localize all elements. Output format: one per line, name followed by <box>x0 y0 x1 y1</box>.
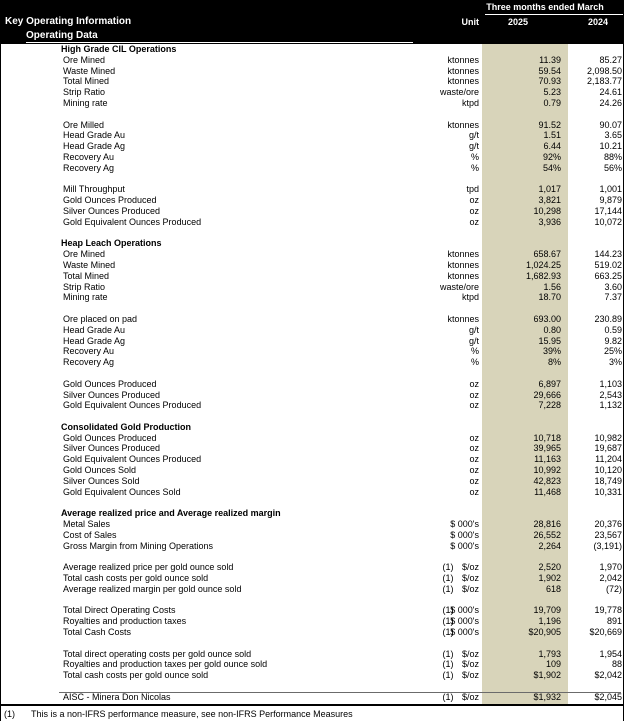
row-unit: ktonnes <box>447 270 479 281</box>
period-underline <box>485 14 623 15</box>
unit-column-header: Unit <box>461 17 479 27</box>
row-unit: oz <box>469 400 479 411</box>
value-2024: 19,778 <box>594 605 622 616</box>
table-row <box>1 659 623 670</box>
value-2025: 6,897 <box>538 378 561 389</box>
row-label: Total Mined <box>63 76 110 87</box>
spacer-row <box>1 174 623 185</box>
row-unit: oz <box>469 378 479 389</box>
table-row <box>1 292 623 303</box>
table-row <box>1 130 623 141</box>
value-2024: 230.89 <box>594 313 622 324</box>
value-2025: 11,468 <box>534 486 561 497</box>
value-2025: 2,520 <box>538 562 561 573</box>
value-2025: 1,024.25 <box>525 259 561 270</box>
footnote-ref: (1) <box>442 691 454 702</box>
row-unit: oz <box>469 465 479 476</box>
table-body <box>1 44 623 704</box>
value-2024: 2,042 <box>599 573 622 584</box>
value-2024: 0.59 <box>604 324 622 335</box>
row-label: Royalties and production taxes per gold ounce sold <box>63 659 268 670</box>
footnote-bar <box>1 704 623 721</box>
value-2025: 18.70 <box>538 292 561 303</box>
value-2024: 1,103 <box>599 378 622 389</box>
value-2024: 24.61 <box>599 87 622 98</box>
value-2025: 1.51 <box>543 130 561 141</box>
table-row <box>1 195 623 206</box>
value-2024: 18,749 <box>594 475 622 486</box>
table-row <box>1 487 623 498</box>
row-unit: g/t <box>468 335 479 346</box>
row-unit: ktonnes <box>447 313 479 324</box>
spacer-row <box>1 497 623 508</box>
value-2024: 7.37 <box>604 292 622 303</box>
value-2024: 1,001 <box>599 184 622 195</box>
value-2024: 25% <box>603 346 622 357</box>
row-unit: ktpd <box>461 97 479 108</box>
value-2025: 54% <box>542 162 561 173</box>
value-2024: 11,204 <box>595 454 622 465</box>
row-unit: $/oz <box>461 659 479 670</box>
spacer-row <box>1 551 623 562</box>
row-unit: ktonnes <box>447 249 479 260</box>
row-label: Gold Ounces Produced <box>63 378 157 389</box>
value-2024: 2,098.50 <box>586 65 622 76</box>
row-label: Silver Ounces Produced <box>63 443 161 454</box>
table-row <box>1 249 623 260</box>
value-2025: 10,298 <box>533 205 561 216</box>
value-2024: 23,567 <box>594 529 622 540</box>
footnote-ref: (1) <box>442 583 454 594</box>
table-row <box>1 692 623 703</box>
table-row <box>1 454 623 465</box>
section-title-operating-data: Operating Data <box>26 30 413 43</box>
value-2025: 1,793 <box>538 648 561 659</box>
report-header <box>1 0 623 44</box>
section-header-row <box>1 44 623 55</box>
value-2025: 1,196 <box>538 616 561 627</box>
value-2024: 2,183.77 <box>586 76 622 87</box>
row-label: Silver Ounces Produced <box>63 205 161 216</box>
table-row <box>1 443 623 454</box>
table-row <box>1 325 623 336</box>
value-2024: 24.26 <box>599 97 622 108</box>
table-row <box>1 76 623 87</box>
spacer-row <box>1 411 623 422</box>
value-2025: 19,709 <box>533 605 561 616</box>
value-2024: $2,045 <box>594 691 622 702</box>
footnote-ref: (1) <box>442 627 454 638</box>
page-title: Key Operating Information <box>5 16 132 27</box>
row-label: Ore Milled <box>63 119 105 130</box>
row-label: Average realized margin per gold ounce sold <box>63 583 242 594</box>
footnote-ref: (1) <box>442 670 454 681</box>
footnote-ref: (1) <box>442 562 454 573</box>
row-label: Consolidated Gold Production <box>61 421 191 432</box>
value-2025: 0.80 <box>543 324 561 335</box>
table-row <box>1 260 623 271</box>
row-label: Gross Margin from Mining Operations <box>63 540 214 551</box>
row-label: Head Grade Ag <box>63 141 126 152</box>
row-unit: oz <box>469 454 479 465</box>
spacer-row <box>1 368 623 379</box>
value-2025: 59.54 <box>538 65 561 76</box>
row-label: Total Mined <box>63 270 110 281</box>
row-unit: oz <box>469 205 479 216</box>
table-row <box>1 465 623 476</box>
row-unit: oz <box>469 432 479 443</box>
table-row <box>1 573 623 584</box>
row-label: Head Grade Au <box>63 324 126 335</box>
row-unit: $ 000's <box>450 540 479 551</box>
value-2024: 1,954 <box>599 648 622 659</box>
value-2025: 29,666 <box>533 389 561 400</box>
value-2024: 88 <box>611 659 622 670</box>
value-2025: 11.39 <box>539 54 561 65</box>
row-unit: $ 000's <box>450 529 479 540</box>
value-2025: 11,163 <box>534 454 561 465</box>
row-label: Average realized price and Average realized margin <box>61 508 281 519</box>
row-label: Silver Ounces Produced <box>63 389 161 400</box>
table-row <box>1 400 623 411</box>
spacer-row <box>1 681 623 692</box>
value-2024: (72) <box>605 583 622 594</box>
value-2024: 9.82 <box>604 335 622 346</box>
value-2024: 663.25 <box>594 270 622 281</box>
row-label: Mill Throughput <box>63 184 125 195</box>
value-2024: 85.27 <box>599 54 622 65</box>
period-label: Three months ended March <box>486 2 604 12</box>
value-2025: 2,264 <box>538 540 561 551</box>
row-label: Gold Equivalent Ounces Produced <box>63 216 202 227</box>
row-label: Recovery Ag <box>63 162 115 173</box>
table-row <box>1 476 623 487</box>
value-2024: 10,072 <box>594 216 622 227</box>
table-row <box>1 649 623 660</box>
table-row <box>1 336 623 347</box>
value-2024: 9,879 <box>599 195 622 206</box>
row-label: Recovery Au <box>63 151 115 162</box>
row-unit: oz <box>469 195 479 206</box>
value-2024: 2,543 <box>599 389 622 400</box>
row-unit: $/oz <box>461 691 479 702</box>
row-unit: % <box>470 151 479 162</box>
footnote-marker: (1) <box>4 708 15 719</box>
row-label: Gold Equivalent Ounces Produced <box>63 400 202 411</box>
section-header-row <box>1 508 623 519</box>
value-2024: 10.21 <box>599 141 622 152</box>
value-2024: 10,331 <box>594 486 622 497</box>
table-rows <box>1 44 623 703</box>
table-row <box>1 346 623 357</box>
row-label: Average realized price per gold ounce sold <box>63 562 234 573</box>
table-row <box>1 357 623 368</box>
row-unit: % <box>470 162 479 173</box>
value-2025: 693.00 <box>533 313 561 324</box>
row-label: Gold Ounces Sold <box>63 465 137 476</box>
row-unit: % <box>470 357 479 368</box>
row-label: High Grade CIL Operations <box>61 44 177 54</box>
section-header-row <box>1 238 623 249</box>
value-2024: 10,982 <box>594 432 622 443</box>
row-unit: ktonnes <box>447 65 479 76</box>
row-label: AISC - Minera Don Nicolas <box>63 691 171 702</box>
row-label: Waste Mined <box>63 65 116 76</box>
row-unit: $ 000's <box>450 616 479 627</box>
footnote-text: This is a non-IFRS performance measure, see non-IFRS Performance Measures <box>31 708 353 719</box>
row-label: Recovery Ag <box>63 357 115 368</box>
row-label: Total direct operating costs per gold ounce sold <box>63 648 252 659</box>
value-2025: 8% <box>547 357 561 368</box>
value-2025: 39% <box>542 346 561 357</box>
spacer-row <box>1 228 623 239</box>
table-row <box>1 390 623 401</box>
row-label: Waste Mined <box>63 259 116 270</box>
value-2025: 109 <box>545 659 561 670</box>
table-row <box>1 562 623 573</box>
value-2025: 1,902 <box>538 573 561 584</box>
value-2024: 3.60 <box>604 281 622 292</box>
row-unit: oz <box>469 443 479 454</box>
row-unit: waste/ore <box>439 87 479 98</box>
table-row <box>1 530 623 541</box>
table-row <box>1 98 623 109</box>
table-row <box>1 184 623 195</box>
row-unit: oz <box>469 216 479 227</box>
table-row <box>1 314 623 325</box>
year-2024-column-header: 2024 <box>587 17 609 27</box>
value-2024: 20,376 <box>594 519 622 530</box>
row-label: Gold Ounces Produced <box>63 195 157 206</box>
value-2025: 3,936 <box>538 216 561 227</box>
table-row <box>1 163 623 174</box>
value-2025: 91.52 <box>538 119 561 130</box>
table-row <box>1 627 623 638</box>
table-row <box>1 541 623 552</box>
row-label: Recovery Au <box>63 346 115 357</box>
section-header-row <box>1 422 623 433</box>
table-row <box>1 120 623 131</box>
spacer-row <box>1 303 623 314</box>
row-unit: g/t <box>468 141 479 152</box>
footnote-ref: (1) <box>442 648 454 659</box>
value-2025: 658.67 <box>533 249 561 260</box>
value-2025: $20,905 <box>528 627 561 638</box>
row-label: Metal Sales <box>63 519 111 530</box>
row-label: Head Grade Ag <box>63 335 126 346</box>
spacer-row <box>1 109 623 120</box>
row-label: Heap Leach Operations <box>61 238 162 249</box>
row-unit: oz <box>469 475 479 486</box>
row-unit: ktpd <box>461 292 479 303</box>
value-2025: $1,932 <box>533 691 561 702</box>
row-unit: $/oz <box>461 583 479 594</box>
table-row <box>1 206 623 217</box>
row-label: Strip Ratio <box>63 87 106 98</box>
row-unit: waste/ore <box>439 281 479 292</box>
table-row <box>1 87 623 98</box>
row-unit: g/t <box>468 130 479 141</box>
table-row <box>1 584 623 595</box>
value-2024: 1,970 <box>599 562 622 573</box>
value-2025: 10,718 <box>533 432 561 443</box>
row-label: Ore Mined <box>63 249 106 260</box>
row-label: Mining rate <box>63 292 108 303</box>
table-row <box>1 616 623 627</box>
value-2025: 5.23 <box>543 87 561 98</box>
value-2024: 1,132 <box>599 400 622 411</box>
value-2024: 519.02 <box>594 259 622 270</box>
row-unit: $/oz <box>461 648 479 659</box>
row-label: Gold Equivalent Ounces Sold <box>63 486 181 497</box>
row-label: Head Grade Au <box>63 130 126 141</box>
table-row <box>1 271 623 282</box>
row-label: Ore placed on pad <box>63 313 138 324</box>
row-label: Gold Equivalent Ounces Produced <box>63 454 202 465</box>
value-2025: 26,552 <box>533 529 561 540</box>
value-2025: 42,823 <box>533 475 561 486</box>
table-row <box>1 55 623 66</box>
value-2024: 19,687 <box>594 443 622 454</box>
spacer-row <box>1 638 623 649</box>
row-label: Royalties and production taxes <box>63 616 187 627</box>
row-label: Silver Ounces Sold <box>63 475 140 486</box>
value-2024: 3.65 <box>604 130 622 141</box>
table-row <box>1 282 623 293</box>
footnote-ref: (1) <box>442 659 454 670</box>
row-label: Gold Ounces Produced <box>63 432 157 443</box>
table-row <box>1 519 623 530</box>
table-row <box>1 433 623 444</box>
value-2025: 92% <box>542 151 561 162</box>
row-label: Ore Mined <box>63 54 106 65</box>
value-2025: 3,821 <box>538 195 561 206</box>
row-unit: ktonnes <box>447 119 479 130</box>
row-unit: $/oz <box>461 573 479 584</box>
row-label: Total cash costs per gold ounce sold <box>63 573 209 584</box>
value-2024: 144.23 <box>594 249 622 260</box>
row-unit: $ 000's <box>450 627 479 638</box>
value-2025: 10,992 <box>533 465 561 476</box>
value-2024: 56% <box>603 162 622 173</box>
footnote-ref: (1) <box>442 573 454 584</box>
table-row <box>1 605 623 616</box>
row-unit: ktonnes <box>447 54 479 65</box>
year-2025-column-header: 2025 <box>507 17 529 27</box>
row-label: Cost of Sales <box>63 529 117 540</box>
footnote-ref: (1) <box>442 605 454 616</box>
value-2024: 891 <box>606 616 622 627</box>
row-unit: $/oz <box>461 562 479 573</box>
row-unit: g/t <box>468 324 479 335</box>
value-2025: 15.95 <box>538 335 561 346</box>
row-unit: ktonnes <box>447 259 479 270</box>
value-2024: 88% <box>603 151 622 162</box>
table-row <box>1 670 623 681</box>
table-row <box>1 379 623 390</box>
value-2025: 0.79 <box>543 97 561 108</box>
value-2025: 1.56 <box>543 281 561 292</box>
value-2024: 10,120 <box>594 465 622 476</box>
row-unit: $ 000's <box>450 519 479 530</box>
value-2025: 39,965 <box>533 443 561 454</box>
table-row <box>1 66 623 77</box>
value-2024: 90.07 <box>599 119 622 130</box>
value-2025: 618 <box>545 583 561 594</box>
value-2025: 6.44 <box>543 141 561 152</box>
value-2024: $2,042 <box>594 670 622 681</box>
row-unit: oz <box>469 389 479 400</box>
row-unit: oz <box>469 486 479 497</box>
row-unit: tpd <box>466 184 479 195</box>
value-2024: 17,144 <box>594 205 622 216</box>
value-2025: 70.93 <box>538 76 561 87</box>
footnote-ref: (1) <box>442 616 454 627</box>
table-row <box>1 152 623 163</box>
value-2024: (3,191) <box>593 540 622 551</box>
row-label: Total Direct Operating Costs <box>63 605 176 616</box>
table-row <box>1 141 623 152</box>
value-2024: $20,669 <box>589 627 622 638</box>
value-2025: 28,816 <box>533 519 561 530</box>
row-label: Strip Ratio <box>63 281 106 292</box>
row-unit: $ 000's <box>450 605 479 616</box>
value-2025: 7,228 <box>538 400 561 411</box>
row-unit: $/oz <box>461 670 479 681</box>
value-2025: 1,682.93 <box>525 270 561 281</box>
row-unit: ktonnes <box>447 76 479 87</box>
value-2025: 1,017 <box>538 184 561 195</box>
value-2025: $1,902 <box>533 670 561 681</box>
row-label: Mining rate <box>63 97 108 108</box>
row-unit: % <box>470 346 479 357</box>
spacer-row <box>1 595 623 606</box>
row-label: Total cash costs per gold ounce sold <box>63 670 209 681</box>
row-label: Total Cash Costs <box>63 627 132 638</box>
value-2024: 3% <box>608 357 622 368</box>
table-row <box>1 217 623 228</box>
